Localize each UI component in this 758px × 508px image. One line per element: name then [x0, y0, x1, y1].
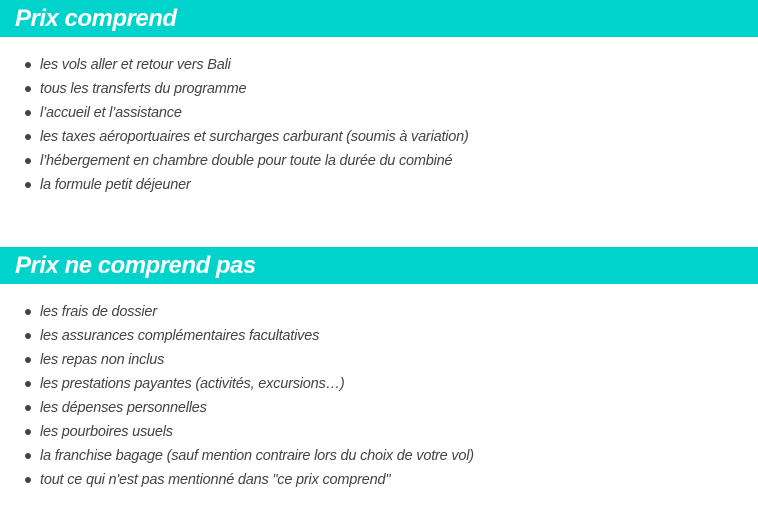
list-item-text: les assurances complémentaires facultatives — [40, 328, 320, 344]
bullet-icon — [25, 62, 31, 68]
list-item-text: les taxes aéroportuaires et surcharges carburant (soumis à variation) — [40, 129, 469, 145]
list-item — [0, 468, 474, 492]
list-item — [0, 77, 469, 101]
list-item — [0, 372, 474, 396]
price-excludes-list — [0, 300, 474, 492]
list-item-text: les vols aller et retour vers Bali — [40, 57, 231, 73]
list-item-text: les prestations payantes (activités, excursions…) — [40, 376, 345, 392]
list-item — [0, 173, 469, 197]
bullet-icon — [25, 182, 31, 188]
list-item-text: les frais de dossier — [40, 304, 157, 320]
list-item — [0, 149, 469, 173]
list-item-text: la franchise bagage (sauf mention contraire lors du choix de votre vol) — [40, 448, 474, 464]
price-excludes-heading: Prix ne comprend pas — [0, 247, 758, 284]
list-item — [0, 444, 474, 468]
bullet-icon — [25, 405, 31, 411]
list-item-text: l’accueil et l’assistance — [40, 105, 182, 121]
bullet-icon — [25, 333, 31, 339]
bullet-icon — [25, 381, 31, 387]
list-item-text: les pourboires usuels — [40, 424, 173, 440]
bullet-icon — [25, 158, 31, 164]
list-item — [0, 300, 474, 324]
bullet-icon — [25, 134, 31, 140]
list-item-text: les dépenses personnelles — [40, 400, 207, 416]
price-includes-heading: Prix comprend — [0, 0, 758, 37]
list-item-text: l’hébergement en chambre double pour toute la durée du combiné — [40, 153, 453, 169]
list-item — [0, 101, 469, 125]
bullet-icon — [25, 429, 31, 435]
list-item — [0, 420, 474, 444]
list-item — [0, 396, 474, 420]
bullet-icon — [25, 110, 31, 116]
list-item — [0, 324, 474, 348]
bullet-icon — [25, 86, 31, 92]
list-item-text: tous les transferts du programme — [40, 81, 247, 97]
bullet-icon — [25, 453, 31, 459]
list-item — [0, 53, 469, 77]
price-includes-list — [0, 53, 469, 197]
bullet-icon — [25, 309, 31, 315]
list-item-text: la formule petit déjeuner — [40, 177, 191, 193]
list-item — [0, 125, 469, 149]
list-item-text: les repas non inclus — [40, 352, 165, 368]
bullet-icon — [25, 477, 31, 483]
bullet-icon — [25, 357, 31, 363]
list-item-text: tout ce qui n'est pas mentionné dans "ce prix comprend" — [40, 472, 391, 488]
list-item — [0, 348, 474, 372]
